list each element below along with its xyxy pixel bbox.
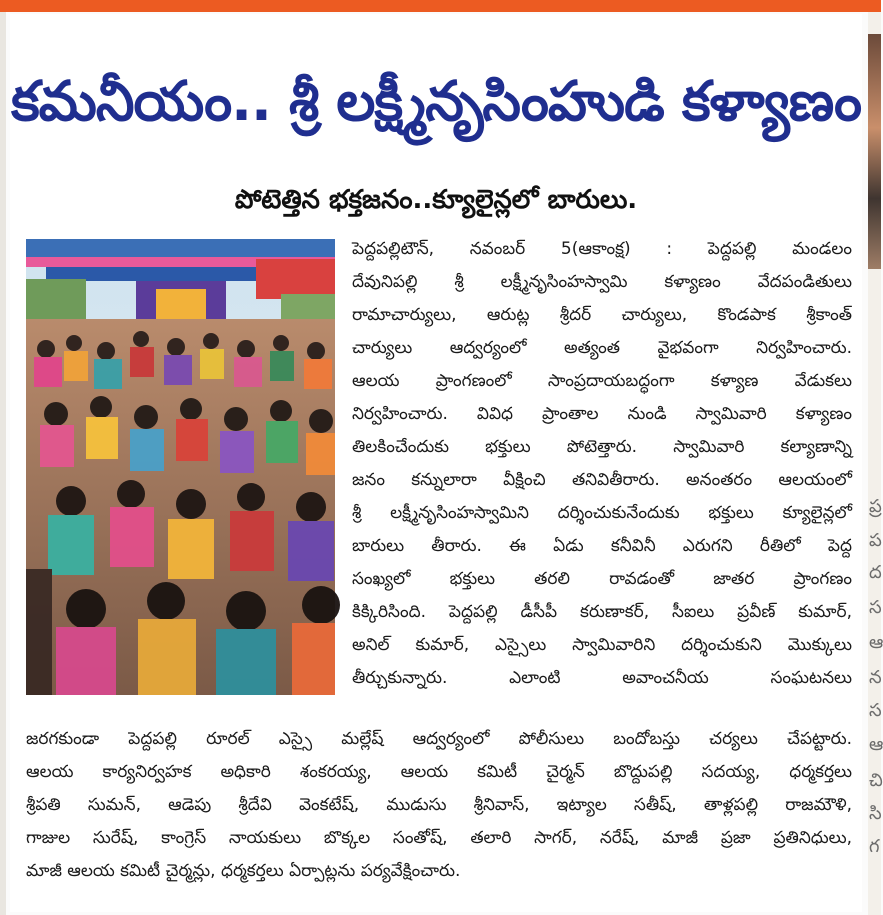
article-headline: కమనీయం.. శ్రీ లక్ష్మీనృసింహుడి కళ్యాణం [10, 69, 862, 133]
article-text-line: బారులు తీరారు. ఈ ఏడు కనీవినీ ఎరుగని రీతిలో పెద్ద [352, 536, 852, 556]
crowd-photo-illustration [26, 239, 335, 695]
adjacent-text-fragment: న [869, 667, 882, 688]
article-text-line: జరగకుండా పెద్దపల్లి రూరల్ ఎస్సై మల్లేష్ ఆద్వర్యంలో పోలీసులు బందోబస్తు చర్యలు చేపట్టారు. [26, 729, 852, 749]
adjacent-text-fragment: ఆ [869, 632, 883, 653]
adjacent-text-fragment: సి [869, 803, 882, 824]
article-text-line: తిలకించేందుకు భక్తులు పోటెత్తారు. స్వామివారి కల్యాణాన్ని [352, 437, 852, 457]
adjacent-photo [868, 34, 881, 269]
crowd-photo [26, 239, 335, 695]
article-text-line: ఆలయ కార్యనిర్వహక అధికారి శంకరయ్య, ఆలయ కమిటీ చైర్మన్ బొద్దుపల్లి సదయ్య, ధర్మకర్తలు [26, 762, 852, 782]
article-text-line: కిక్కిరిసింది. పెద్దపల్లి డీసీపీ కరుణాకర్, సీఐలు ప్రవీణ్ కుమార్, [352, 602, 852, 622]
article-text-line: గాజుల సురేష్, కాంగ్రెస్ నాయకులు బొక్కల సంతోష్, తలారి సాగర్, నరేష్, మాజీ ప్రజా ప్రతినిధులు, [26, 828, 852, 848]
adjacent-text-fragment: గ [869, 836, 880, 857]
adjacent-text-fragment: ద [869, 562, 882, 583]
article-text-line: శ్రీ లక్ష్మీనృసింహస్వామిని దర్శించుకునేందుకు భక్తులు క్యూలైన్లలో [352, 503, 852, 523]
article-text-line: ఆలయ ప్రాంగణంలో సాంప్రదాయబద్ధంగా కళ్యాణ వేడుకలు [352, 371, 852, 391]
article-body-full-width [26, 723, 852, 888]
article-text-line: తీర్చుకున్నారు. ఎలాంటి అవాంచనీయ సంఘటనలు [352, 668, 852, 688]
article-text-line: దేవునిపల్లి శ్రీ లక్ష్మీనృసింహస్వామి కళ్యాణం వేదపండితులు [352, 272, 852, 292]
article-body-right-column [352, 233, 852, 695]
news-article [10, 14, 862, 912]
article-text-line: రామాచార్యులు, ఆరుట్ల శ్రీదర్ చార్యులు, కొండపాక శ్రీకాంత్ [352, 305, 852, 325]
article-text-line: మాజీ ఆలయ కమిటీ చైర్మన్లు, ధర్మకర్తలు ఏర్పాట్లను పర్యవేక్షించారు. [26, 861, 461, 881]
adjacent-text-fragment: స [869, 700, 882, 721]
adjacent-text-fragment: చి [869, 770, 883, 791]
adjacent-text-fragment: స [869, 597, 882, 618]
adjacent-text-fragment: ఆ [869, 734, 883, 755]
article-text-line: సంఖ్యలో భక్తులు తరలి రావడంతో జాతర ప్రాంగణం [352, 569, 852, 589]
left-page-edge [0, 12, 6, 915]
article-text-line: అనిల్ కుమార్, ఎస్సైలు స్వామివారిని దర్శించుకుని మొక్కులు [352, 635, 852, 655]
adjacent-text-fragment: ప్ర [869, 496, 882, 517]
adjacent-article-strip [868, 12, 881, 915]
article-text-line: శ్రీపతి సుమన్, ఆడెపు శ్రీదేవి వెంకటేష్, ముడుసు శ్రీనివాస్, ఇట్యాల సతీష్, తాళ్లపల్లి రాజమౌళి, [26, 795, 852, 815]
article-text-line: పెద్దపల్లిటౌన్, నవంబర్ 5(ఆకాంక్ష) : పెద్దపల్లి మండలం [352, 239, 852, 259]
article-subheadline: పోటెత్తిన భక్తజనం..క్యూలైన్లలో బారులు. [234, 185, 638, 215]
adjacent-text-fragment: ప [869, 530, 882, 551]
top-color-bar [0, 0, 881, 12]
article-text-line: చార్యులు ఆద్వర్యంలో అత్యంత వైభవంగా నిర్వహించారు. [352, 338, 852, 358]
article-text-line: నిర్వహించారు. వివిధ ప్రాంతాల నుండి స్వామివారి కళ్యాణం [352, 404, 852, 424]
article-text-line: జనం కన్నులారా వీక్షించి తనివితీరారు. అనంతరం ఆలయంలో [352, 470, 852, 490]
